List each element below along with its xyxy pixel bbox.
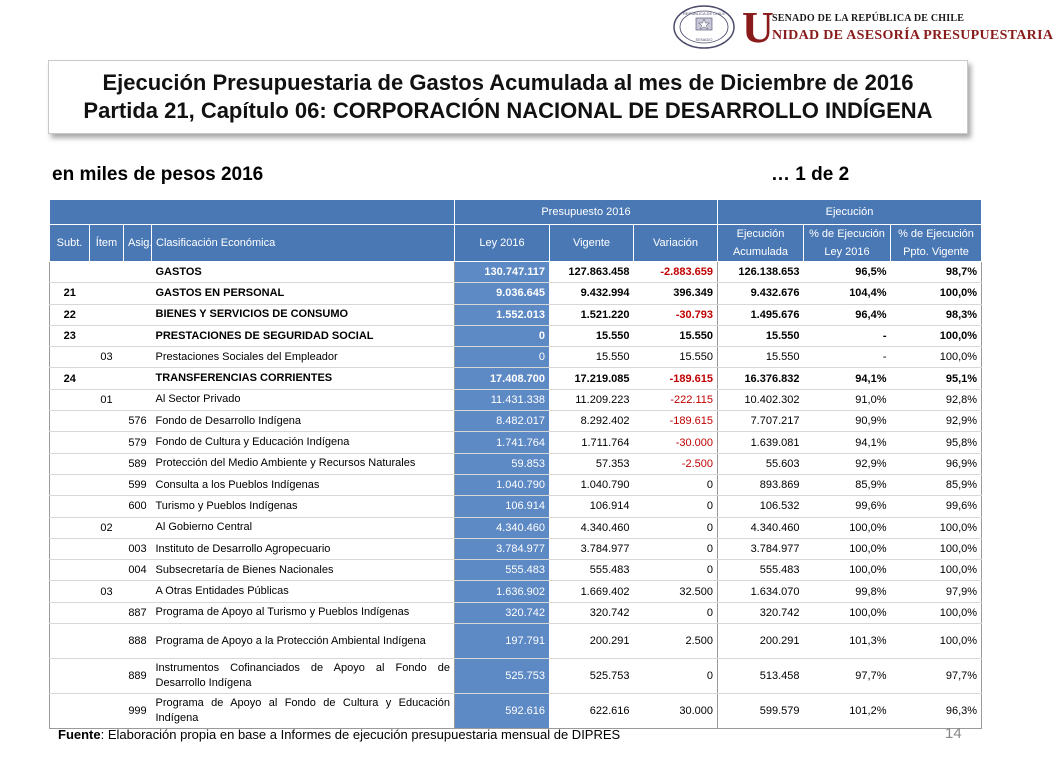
cell-ley: 592.616 [455, 694, 550, 729]
table-row [50, 304, 982, 325]
cell-item [90, 659, 124, 694]
cell-subt: 22 [50, 304, 90, 325]
cell-pct-vigente: 92,8% [891, 389, 982, 410]
cell-pct-vigente: 100,0% [891, 347, 982, 368]
cell-vigente: 622.616 [550, 694, 634, 729]
col-item: Ítem [90, 225, 124, 262]
cell-ejecucion: 599.579 [718, 694, 804, 729]
cell-ejecucion: 55.603 [718, 453, 804, 474]
cell-ley: 525.753 [455, 659, 550, 694]
col-subt: Subt. [50, 225, 90, 262]
cell-asig: 888 [124, 624, 152, 659]
cell-clasificacion: GASTOS [152, 262, 455, 283]
cell-vigente: 1.521.220 [550, 304, 634, 325]
cell-item [90, 368, 124, 389]
cell-ejecucion: 15.550 [718, 325, 804, 346]
cell-pct-vigente: 98,7% [891, 262, 982, 283]
cell-subt [50, 560, 90, 581]
cell-clasificacion: Fondo de Desarrollo Indígena [152, 411, 455, 432]
cell-pct-ley: 101,2% [804, 694, 891, 729]
cell-pct-vigente: 100,0% [891, 624, 982, 659]
cell-variacion: 32.500 [634, 581, 718, 602]
cell-ley: 59.853 [455, 453, 550, 474]
cell-ejecucion: 9.432.676 [718, 283, 804, 304]
cell-pct-ley: 101,3% [804, 624, 891, 659]
cell-pct-ley: 90,9% [804, 411, 891, 432]
cell-ejecucion: 106.532 [718, 496, 804, 517]
slide-title-line1: Ejecución Presupuestaria de Gastos Acumulada al mes de Diciembre de 2016 [102, 70, 914, 95]
table-row [50, 517, 982, 538]
cell-variacion: 2.500 [634, 624, 718, 659]
cell-vigente: 15.550 [550, 325, 634, 346]
cell-subt [50, 262, 90, 283]
cell-ley: 1.552.013 [455, 304, 550, 325]
group-header-blank [50, 200, 455, 225]
cell-asig [124, 262, 152, 283]
table-row [50, 389, 982, 410]
cell-pct-ley: 100,0% [804, 602, 891, 623]
cell-item: 03 [90, 581, 124, 602]
cell-clasificacion: GASTOS EN PERSONAL [152, 283, 455, 304]
cell-ejecucion: 200.291 [718, 624, 804, 659]
cell-variacion: -2.500 [634, 453, 718, 474]
cell-ley: 106.914 [455, 496, 550, 517]
table-row [50, 694, 982, 729]
cell-variacion: 0 [634, 517, 718, 538]
cell-subt [50, 624, 90, 659]
cell-vigente: 8.292.402 [550, 411, 634, 432]
cell-clasificacion: PRESTACIONES DE SEGURIDAD SOCIAL [152, 325, 455, 346]
cell-clasificacion: Instrumentos Cofinanciados de Apoyo al Fondo de Desarrollo Indígena [152, 659, 455, 694]
cell-item: 01 [90, 389, 124, 410]
cell-asig [124, 304, 152, 325]
cell-ejecucion: 893.869 [718, 474, 804, 495]
table-row [50, 347, 982, 368]
cell-asig: 003 [124, 538, 152, 559]
cell-pct-ley: 94,1% [804, 368, 891, 389]
cell-asig: 889 [124, 659, 152, 694]
cell-asig [124, 581, 152, 602]
cell-ejecucion: 15.550 [718, 347, 804, 368]
cell-clasificacion: Prestaciones Sociales del Empleador [152, 347, 455, 368]
table-row [50, 262, 982, 283]
cell-vigente: 106.914 [550, 496, 634, 517]
cell-pct-vigente: 100,0% [891, 325, 982, 346]
cell-item [90, 304, 124, 325]
source-footnote [58, 727, 620, 742]
cell-subt [50, 581, 90, 602]
cell-clasificacion: TRANSFERENCIAS CORRIENTES [152, 368, 455, 389]
cell-vigente: 1.669.402 [550, 581, 634, 602]
cell-pct-ley: 100,0% [804, 538, 891, 559]
cell-pct-ley: 100,0% [804, 560, 891, 581]
cell-subt [50, 659, 90, 694]
cell-ley: 1.040.790 [455, 474, 550, 495]
cell-variacion: -30.000 [634, 432, 718, 453]
cell-item [90, 624, 124, 659]
cell-vigente: 11.209.223 [550, 389, 634, 410]
budget-execution-table [49, 199, 982, 729]
cell-pct-vigente: 96,3% [891, 694, 982, 729]
col-ley: Ley 2016 [455, 225, 550, 262]
table-row [50, 581, 982, 602]
cell-pct-vigente: 100,0% [891, 602, 982, 623]
senado-seal-logo [672, 4, 736, 50]
table-row [50, 325, 982, 346]
cell-asig: 999 [124, 694, 152, 729]
cell-item: 03 [90, 347, 124, 368]
table-row [50, 659, 982, 694]
cell-clasificacion: BIENES Y SERVICIOS DE CONSUMO [152, 304, 455, 325]
cell-item [90, 325, 124, 346]
cell-variacion: 0 [634, 560, 718, 581]
cell-variacion: -30.793 [634, 304, 718, 325]
cell-pct-vigente: 85,9% [891, 474, 982, 495]
cell-ley: 0 [455, 347, 550, 368]
cell-subt [50, 694, 90, 729]
cell-item [90, 694, 124, 729]
cell-ley: 197.791 [455, 624, 550, 659]
page-indicator: … 1 de 2 [771, 164, 850, 185]
cell-item [90, 602, 124, 623]
cell-variacion: 15.550 [634, 325, 718, 346]
table-row [50, 453, 982, 474]
cell-item [90, 411, 124, 432]
cell-item [90, 262, 124, 283]
cell-asig: 589 [124, 453, 152, 474]
table-row [50, 368, 982, 389]
cell-ejecucion: 1.495.676 [718, 304, 804, 325]
cell-pct-ley: 100,0% [804, 517, 891, 538]
cell-pct-ley: 85,9% [804, 474, 891, 495]
cell-subt [50, 432, 90, 453]
cell-ejecucion: 10.402.302 [718, 389, 804, 410]
cell-subt [50, 453, 90, 474]
cell-ley: 1.636.902 [455, 581, 550, 602]
cell-asig [124, 325, 152, 346]
cell-variacion: -189.615 [634, 368, 718, 389]
cell-ley: 4.340.460 [455, 517, 550, 538]
seal-text-bottom: SENADO [695, 37, 713, 42]
cell-subt [50, 389, 90, 410]
cell-vigente: 1.711.764 [550, 432, 634, 453]
cell-variacion: 0 [634, 496, 718, 517]
cell-item [90, 474, 124, 495]
cell-item [90, 496, 124, 517]
seal-text-top: REPÚBLICA DE CHILE [682, 11, 726, 16]
col-ejecucion: Ejecución Acumulada [718, 225, 804, 262]
cell-clasificacion: A Otras Entidades Públicas [152, 581, 455, 602]
col-asig: Asig. [124, 225, 152, 262]
cell-ley: 1.741.764 [455, 432, 550, 453]
cell-ejecucion: 1.634.070 [718, 581, 804, 602]
header-senate-name: SENADO DE LA REPÚBLICA DE CHILE [772, 13, 965, 24]
cell-pct-ley: 96,5% [804, 262, 891, 283]
table-column-header [50, 225, 982, 262]
cell-item [90, 538, 124, 559]
table-row [50, 432, 982, 453]
table-row [50, 538, 982, 559]
cell-pct-ley: 99,8% [804, 581, 891, 602]
page-number: 14 [945, 725, 962, 742]
cell-vigente: 127.863.458 [550, 262, 634, 283]
cell-ejecucion: 3.784.977 [718, 538, 804, 559]
cell-pct-vigente: 96,9% [891, 453, 982, 474]
cell-item [90, 453, 124, 474]
cell-asig [124, 389, 152, 410]
cell-subt [50, 496, 90, 517]
cell-variacion: -189.615 [634, 411, 718, 432]
cell-variacion: -2.883.659 [634, 262, 718, 283]
cell-pct-vigente: 100,0% [891, 560, 982, 581]
cell-vigente: 1.040.790 [550, 474, 634, 495]
table-group-header [50, 200, 982, 225]
cell-variacion: 30.000 [634, 694, 718, 729]
cell-variacion: 0 [634, 474, 718, 495]
cell-clasificacion: Fondo de Cultura y Educación Indígena [152, 432, 455, 453]
cell-variacion: 0 [634, 659, 718, 694]
cell-clasificacion: Programa de Apoyo a la Protección Ambiental Indígena [152, 624, 455, 659]
table-row [50, 283, 982, 304]
cell-variacion: -222.115 [634, 389, 718, 410]
col-pct-ley: % de Ejecución Ley 2016 [804, 225, 891, 262]
cell-pct-vigente: 99,6% [891, 496, 982, 517]
cell-subt [50, 474, 90, 495]
cell-ley: 8.482.017 [455, 411, 550, 432]
cell-clasificacion: Al Gobierno Central [152, 517, 455, 538]
cell-pct-vigente: 97,9% [891, 581, 982, 602]
cell-subt [50, 347, 90, 368]
header-unit-name: NIDAD DE ASESORÍA PRESUPUESTARIA [772, 28, 1053, 43]
cell-pct-ley: 99,6% [804, 496, 891, 517]
cell-ley: 9.036.645 [455, 283, 550, 304]
units-subtitle: en miles de pesos 2016 [52, 164, 264, 185]
cell-vigente: 525.753 [550, 659, 634, 694]
cell-variacion: 15.550 [634, 347, 718, 368]
cell-pct-ley: - [804, 325, 891, 346]
table-row [50, 496, 982, 517]
cell-pct-vigente: 97,7% [891, 659, 982, 694]
header-initial: U [742, 3, 774, 52]
cell-vigente: 320.742 [550, 602, 634, 623]
cell-pct-vigente: 100,0% [891, 517, 982, 538]
cell-pct-ley: 96,4% [804, 304, 891, 325]
table-row [50, 624, 982, 659]
col-vigente: Vigente [550, 225, 634, 262]
cell-asig: 887 [124, 602, 152, 623]
cell-ley: 0 [455, 325, 550, 346]
cell-ejecucion: 126.138.653 [718, 262, 804, 283]
cell-pct-ley: 104,4% [804, 283, 891, 304]
cell-ejecucion: 555.483 [718, 560, 804, 581]
cell-ley: 320.742 [455, 602, 550, 623]
cell-subt [50, 517, 90, 538]
cell-ley: 130.747.117 [455, 262, 550, 283]
cell-clasificacion: Instituto de Desarrollo Agropecuario [152, 538, 455, 559]
cell-clasificacion: Al Sector Privado [152, 389, 455, 410]
source-text: : Elaboración propia en base a Informes de ejecución presupuestaria mensual de DIPRES [100, 727, 621, 742]
cell-ley: 11.431.338 [455, 389, 550, 410]
cell-vigente: 57.353 [550, 453, 634, 474]
cell-asig [124, 347, 152, 368]
cell-ejecucion: 1.639.081 [718, 432, 804, 453]
cell-variacion: 0 [634, 602, 718, 623]
cell-ejecucion: 7.707.217 [718, 411, 804, 432]
cell-pct-vigente: 98,3% [891, 304, 982, 325]
cell-subt: 21 [50, 283, 90, 304]
cell-clasificacion: Subsecretaría de Bienes Nacionales [152, 560, 455, 581]
cell-vigente: 15.550 [550, 347, 634, 368]
cell-asig [124, 517, 152, 538]
cell-asig: 579 [124, 432, 152, 453]
cell-vigente: 17.219.085 [550, 368, 634, 389]
cell-clasificacion: Programa de Apoyo al Turismo y Pueblos Indígenas [152, 602, 455, 623]
cell-asig: 004 [124, 560, 152, 581]
source-label: Fuente [58, 727, 101, 742]
cell-vigente: 200.291 [550, 624, 634, 659]
cell-vigente: 9.432.994 [550, 283, 634, 304]
cell-ejecucion: 320.742 [718, 602, 804, 623]
table-row [50, 560, 982, 581]
cell-pct-ley: 91,0% [804, 389, 891, 410]
cell-ley: 3.784.977 [455, 538, 550, 559]
cell-ley: 17.408.700 [455, 368, 550, 389]
cell-asig: 600 [124, 496, 152, 517]
cell-clasificacion: Turismo y Pueblos Indígenas [152, 496, 455, 517]
cell-vigente: 555.483 [550, 560, 634, 581]
cell-subt [50, 602, 90, 623]
table-row [50, 474, 982, 495]
cell-pct-ley: - [804, 347, 891, 368]
cell-pct-ley: 97,7% [804, 659, 891, 694]
table-row [50, 411, 982, 432]
cell-variacion: 396.349 [634, 283, 718, 304]
cell-asig [124, 283, 152, 304]
group-header-execution: Ejecución [718, 200, 982, 225]
cell-vigente: 4.340.460 [550, 517, 634, 538]
cell-ley: 555.483 [455, 560, 550, 581]
cell-clasificacion: Consulta a los Pueblos Indígenas [152, 474, 455, 495]
slide-title-box [48, 60, 968, 134]
cell-pct-vigente: 100,0% [891, 538, 982, 559]
cell-item [90, 283, 124, 304]
cell-pct-vigente: 95,8% [891, 432, 982, 453]
cell-subt: 24 [50, 368, 90, 389]
cell-pct-ley: 92,9% [804, 453, 891, 474]
cell-asig: 576 [124, 411, 152, 432]
cell-clasificacion: Programa de Apoyo al Fondo de Cultura y Educación Indígena [152, 694, 455, 729]
cell-item [90, 560, 124, 581]
cell-subt [50, 538, 90, 559]
col-variacion: Variación [634, 225, 718, 262]
cell-pct-vigente: 100,0% [891, 283, 982, 304]
col-pct-vigente: % de Ejecución Ppto. Vigente [891, 225, 982, 262]
col-clasificacion: Clasificación Económica [152, 225, 455, 262]
cell-ejecucion: 16.376.832 [718, 368, 804, 389]
cell-asig: 599 [124, 474, 152, 495]
cell-pct-vigente: 95,1% [891, 368, 982, 389]
cell-variacion: 0 [634, 538, 718, 559]
table-row [50, 602, 982, 623]
cell-item [90, 432, 124, 453]
cell-item: 02 [90, 517, 124, 538]
cell-clasificacion: Protección del Medio Ambiente y Recursos Naturales [152, 453, 455, 474]
cell-vigente: 3.784.977 [550, 538, 634, 559]
slide-title-line2: Partida 21, Capítulo 06: CORPORACIÓN NACIONAL DE DESARROLLO INDÍGENA [83, 98, 933, 123]
cell-ejecucion: 513.458 [718, 659, 804, 694]
cell-pct-vigente: 92,9% [891, 411, 982, 432]
cell-asig [124, 368, 152, 389]
cell-subt [50, 411, 90, 432]
cell-pct-ley: 94,1% [804, 432, 891, 453]
cell-ejecucion: 4.340.460 [718, 517, 804, 538]
group-header-budget: Presupuesto 2016 [455, 200, 718, 225]
cell-subt: 23 [50, 325, 90, 346]
